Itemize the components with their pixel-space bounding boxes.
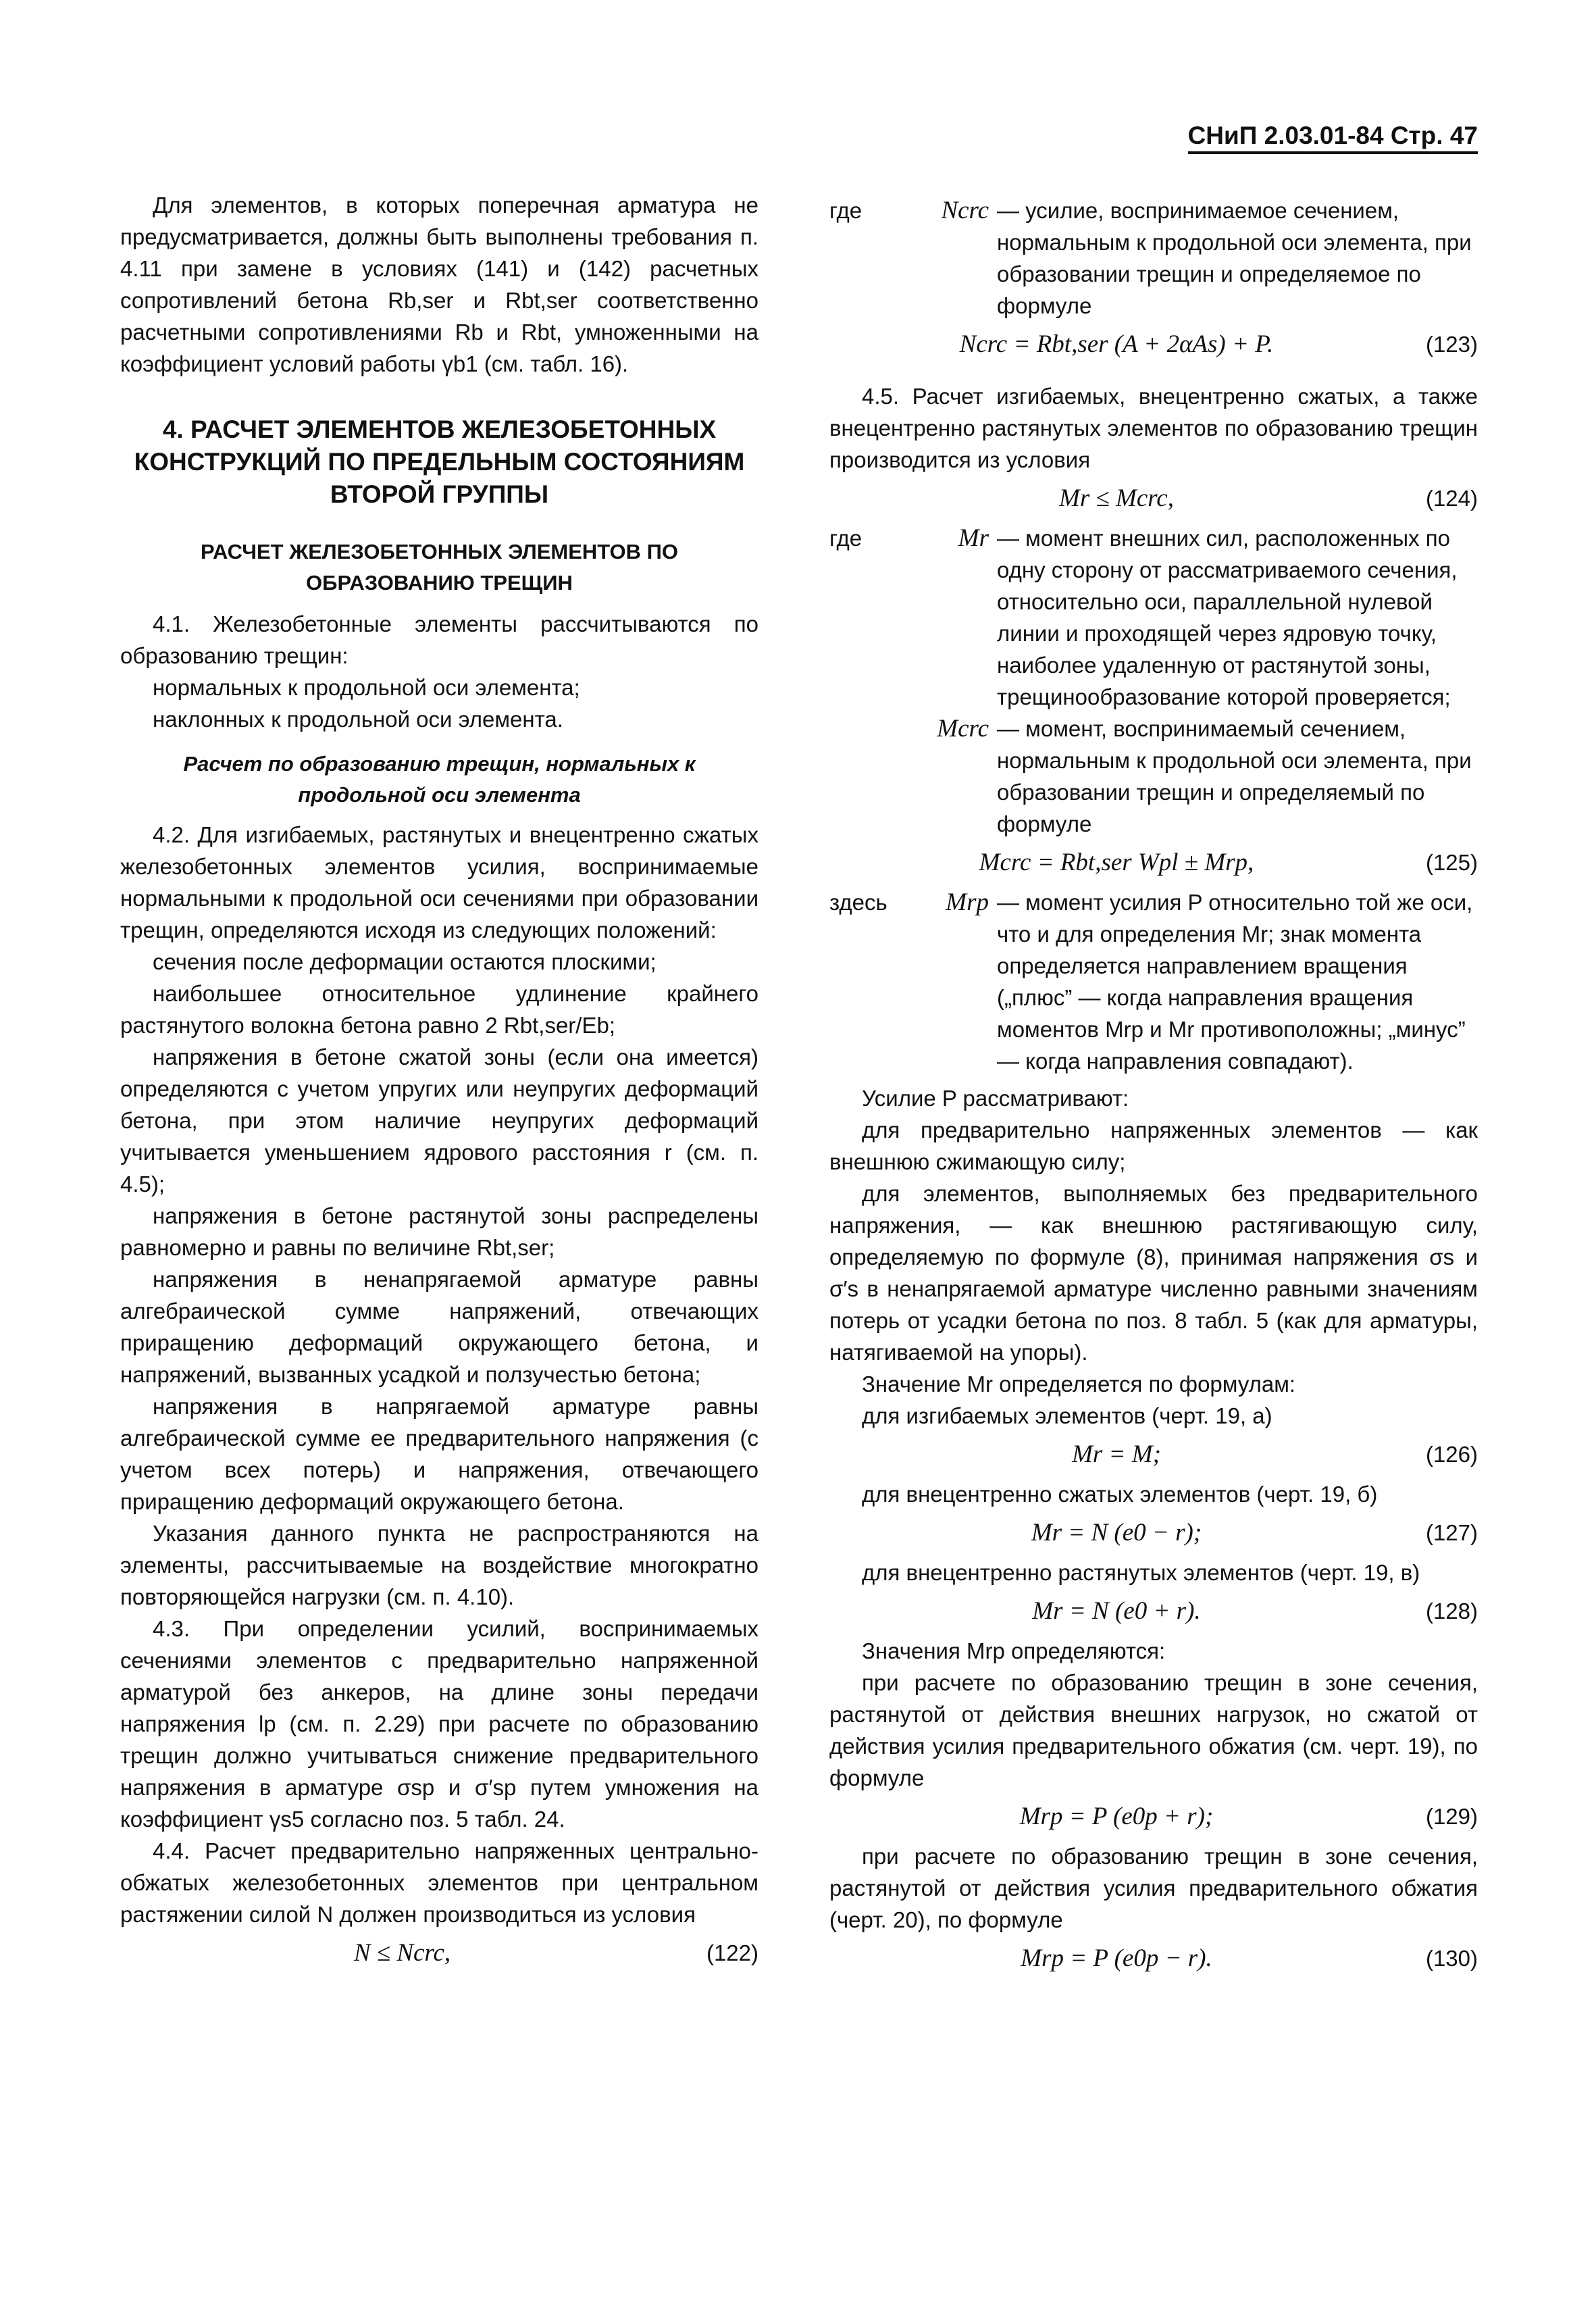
formula-123: [829, 328, 1478, 360]
formula-number: (127): [1425, 1520, 1478, 1545]
formula-129: [829, 1801, 1478, 1832]
list-item: напряжения в ненапрягаемой арматуре равны алгебраической сумме напряжений, отвечающих приращению деформаций окружающего бетона, и напряжений, вызванных усадкой и ползучестью бетона;: [120, 1267, 758, 1387]
formula-expression: Mrp = P (e0p − r).: [1021, 1944, 1212, 1972]
formula-127: [829, 1517, 1478, 1549]
paragraph: при расчете по образованию трещин в зоне сечения, растянутой от действия усилия предварительного обжатия (черт. 20), по формуле: [829, 1844, 1478, 1932]
formula-122: [120, 1937, 758, 1969]
symbol: Ncrc: [941, 197, 989, 224]
formula-number: (125): [1425, 850, 1478, 875]
right-column: [829, 189, 1478, 1982]
formula-128: [829, 1595, 1478, 1627]
paragraph: Усилие P рассматривают:: [862, 1086, 1129, 1111]
paragraph: для предварительно напряженных элементов — как внешнюю сжимающую силу;: [829, 1117, 1478, 1174]
paragraph: для внецентренно растянутых элементов (черт. 19, в): [862, 1560, 1420, 1585]
where-label: где: [829, 198, 863, 223]
paragraph-4-3: 4.3. При определении усилий, воспринимаемых сечениями элементов с предварительно напряженной арматурой без анкеров, на длине зоны передачи напряжения lp (см. п. 2.29) при расчете по образованию трещин должно учитываться снижение предварительного напряжения в арматуре σsp и σ′sp путем умножения на коэффициент γs5 согласно поз. 5 табл. 24.: [120, 1616, 758, 1832]
definition-mrp: [829, 886, 1478, 1077]
paragraph-4-5: 4.5. Расчет изгибаемых, внецентренно сжатых, а также внецентренно растянутых элементов по образованию трещин производится из условия: [829, 384, 1478, 472]
formula-number: (129): [1425, 1804, 1478, 1829]
definition-text: — момент внешних сил, расположенных по одну сторону от рассматриваемого сечения, относительно оси, параллельной нулевой линии и проходящей через ядровую точку, наиболее удаленную от растянутой зоны, трещинообразование которой проверяется;: [997, 526, 1458, 709]
list-item: напряжения в бетоне растянутой зоны распределены равномерно и равны по величине Rbt,ser;: [120, 1203, 758, 1260]
paragraph: для внецентренно сжатых элементов (черт. 19, б): [862, 1482, 1378, 1507]
paragraph: для элементов, выполняемых без предварительного напряжения, — как внешнюю растягивающую силу, определяемую по формуле (8), принимая напряжения σs и σ′s в ненапрягаемой арматуре численно равными значениям потерь от усадки бетона по поз. 8 табл. 5 (как для арматуры, натягиваемой на упоры).: [829, 1181, 1478, 1365]
where-label: где: [829, 526, 863, 551]
paragraph-4-2-note: Указания данного пункта не распространяются на элементы, рассчитываемые на воздействие многократно повторяющейся нагрузки (см. п. 4.10).: [120, 1521, 758, 1609]
paragraph: Значение Mr определяется по формулам:: [862, 1372, 1296, 1397]
intro-paragraph: Для элементов, в которых поперечная арматура не предусматривается, должны быть выполнены требования п. 4.11 при замене в условиях (141) и (142) расчетных сопротивлений бетона Rb,ser и Rbt,ser соответственно расчетными сопротивлениями Rb и Rbt, умноженными на коэффициент условий работы γb1 (см. табл. 16).: [120, 193, 758, 376]
formula-number: (126): [1425, 1442, 1478, 1467]
definition-text: — усилие, воспринимаемое сечением, нормальным к продольной оси элемента, при образовании трещин и определяемое по формуле: [997, 198, 1472, 318]
list-item: напряжения в напрягаемой арматуре равны алгебраической сумме ее предварительного напряжения (с учетом всех потерь) и напряжения, отвечающего приращению деформаций окружающего бетона.: [120, 1394, 758, 1514]
list-item: напряжения в бетоне сжатой зоны (если она имеется) определяются с учетом упругих или неупругих деформаций бетона, при этом наличие неупругих деформаций учитывается уменьшением ядрового расстояния r (см. п. 4.5);: [120, 1045, 758, 1197]
symbol: Mrp: [946, 888, 989, 916]
formula-expression: Mr ≤ Mcrc,: [1059, 484, 1174, 512]
formula-126: [829, 1438, 1478, 1470]
formula-number: (124): [1425, 486, 1478, 511]
paragraph: для изгибаемых элементов (черт. 19, а): [862, 1403, 1272, 1428]
page-header: СНиП 2.03.01-84 Стр. 47: [1188, 122, 1478, 154]
formula-number: (123): [1425, 332, 1478, 357]
left-column: [120, 189, 758, 1977]
here-label: здесь: [829, 890, 887, 915]
formula-expression: Mr = M;: [1072, 1440, 1161, 1468]
formula-125: [829, 847, 1478, 878]
formula-number: (128): [1425, 1599, 1478, 1624]
formula-number: (130): [1425, 1946, 1478, 1971]
formula-124: [829, 482, 1478, 514]
list-item: нормальных к продольной оси элемента;: [153, 675, 580, 700]
definition-text: — момент усилия P относительно той же оси, что и для определения Mr; знак момента определяется направлением вращения („плюс” — когда направления вращения моментов Mrp и Mr противоположны; „минус” — когда направления совпадают).: [997, 890, 1473, 1074]
paragraph: Значения Mrp определяются:: [862, 1638, 1166, 1663]
formula-130: [829, 1942, 1478, 1974]
formula-expression: Mr = N (e0 − r);: [1031, 1519, 1202, 1546]
paragraph: при расчете по образованию трещин в зоне сечения, растянутой от действия внешних нагрузок, но сжатой от действия усилия предварительного обжатия (см. черт. 19), по формуле: [829, 1670, 1478, 1790]
formula-expression: N ≤ Ncrc,: [353, 1939, 451, 1967]
formula-number: (122): [706, 1940, 758, 1965]
formula-expression: Ncrc = Rbt,ser (A + 2αAs) + P.: [959, 330, 1274, 358]
definition-ncrc: [829, 195, 1478, 322]
symbol: Mcrc: [937, 715, 989, 743]
subsection-title: РАСЧЕТ ЖЕЛЕЗОБЕТОННЫХ ЭЛЕМЕНТОВ ПО ОБРАЗОВАНИЮ ТРЕЩИН: [201, 540, 678, 595]
subsubsection-title: Расчет по образованию трещин, нормальных к продольной оси элемента: [183, 752, 696, 807]
formula-expression: Mcrc = Rbt,ser Wpl ± Mrp,: [979, 849, 1254, 876]
paragraph-4-4: 4.4. Расчет предварительно напряженных центрально-обжатых железобетонных элементов при центральном растяжении силой N должен производиться из условия: [120, 1838, 758, 1927]
list-item: наибольшее относительное удлинение крайнего растянутого волокна бетона равно 2 Rbt,ser/Eb;: [120, 981, 758, 1038]
list-item: наклонных к продольной оси элемента.: [153, 707, 563, 732]
list-item: сечения после деформации остаются плоскими;: [153, 949, 657, 974]
formula-expression: Mr = N (e0 + r).: [1032, 1597, 1201, 1625]
section-title: 4. РАСЧЕТ ЭЛЕМЕНТОВ ЖЕЛЕЗОБЕТОННЫХ КОНСТРУКЦИЙ ПО ПРЕДЕЛЬНЫМ СОСТОЯНИЯМ ВТОРОЙ ГРУППЫ: [134, 416, 745, 508]
symbol: Mr: [958, 524, 989, 552]
formula-expression: Mrp = P (e0p + r);: [1019, 1803, 1214, 1830]
paragraph-4-2: 4.2. Для изгибаемых, растянутых и внецентренно сжатых железобетонных элементов усилия, воспринимаемые нормальными к продольной оси сечениями при образовании трещин, определяются исходя из следующих положений:: [120, 822, 758, 942]
definition-mr: [829, 522, 1478, 840]
paragraph-4-1: 4.1. Железобетонные элементы рассчитываются по образованию трещин:: [120, 611, 758, 668]
definition-text: — момент, воспринимаемый сечением, нормальным к продольной оси элемента, при образовании трещин и определяемый по формуле: [997, 716, 1472, 836]
